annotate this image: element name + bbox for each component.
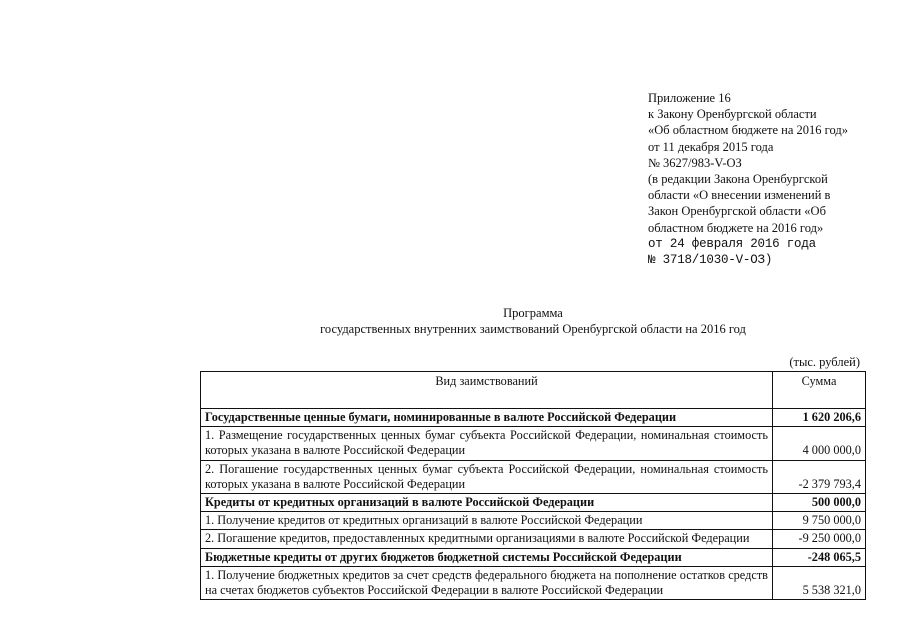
row-name: 2. Погашение государственных ценных бумаг субъекта Российской Федерации, номинальная стоимость которых указана в валюте Российской Федерации <box>201 460 773 493</box>
table-row <box>201 460 866 493</box>
amendment-date: от 24 февраля 2016 года <box>648 236 816 251</box>
row-name: Кредиты от кредитных организаций в валюте Российской Федерации <box>201 494 773 512</box>
row-amount: -248 065,5 <box>773 548 866 566</box>
annex-line: (в редакции Закона Оренбургской <box>648 172 828 187</box>
row-amount: 9 750 000,0 <box>773 512 866 530</box>
program-title <box>200 305 866 337</box>
table-row <box>201 512 866 530</box>
annex-line: Приложение 16 <box>648 91 731 105</box>
header-amount: Сумма <box>773 372 866 409</box>
annex-line: области «О внесении изменений в <box>648 188 831 203</box>
annex-line: областном бюджете на 2016 год» <box>648 220 824 235</box>
annex-line: к Закону Оренбургской области <box>648 107 817 122</box>
units-label: (тыс. рублей) <box>789 355 860 369</box>
row-name: 1. Размещение государственных ценных бумаг субъекта Российской Федерации, номинальная стоимость которых указана в валюте Российской Федерации <box>201 427 773 460</box>
row-amount: 500 000,0 <box>773 494 866 512</box>
row-name: 1. Получение бюджетных кредитов за счет средств федерального бюджета на пополнение остатков средств на счетах бюджетов субъектов Российской Федерации в валюте Российской Федерации <box>201 566 773 599</box>
section-row <box>201 494 866 512</box>
row-name: 2. Погашение кредитов, предоставленных кредитными организациями в валюте Российской Федерации <box>201 530 773 548</box>
annex-line: Закон Оренбургской области «Об <box>648 204 826 219</box>
section-row <box>201 409 866 427</box>
program-title-line2: государственных внутренних заимствований Оренбургской области на 2016 год <box>320 322 746 336</box>
annex-line: «Об областном бюджете на 2016 год» <box>648 123 848 138</box>
borrowings-table <box>200 371 866 600</box>
table-row <box>201 530 866 548</box>
annex-line: от 11 декабря 2015 года <box>648 139 774 154</box>
row-amount: -2 379 793,4 <box>773 460 866 493</box>
amendment-number: № 3718/1030-V-ОЗ) <box>648 253 773 268</box>
table-header-row <box>201 372 866 409</box>
row-amount: 5 538 321,0 <box>773 566 866 599</box>
annex-line: № 3627/983-V-ОЗ <box>648 155 742 170</box>
row-amount: -9 250 000,0 <box>773 530 866 548</box>
annex-header <box>648 90 888 268</box>
table-row <box>201 427 866 460</box>
program-title-line1: Программа <box>503 306 563 320</box>
row-name: Бюджетные кредиты от других бюджетов бюджетной системы Российской Федерации <box>201 548 773 566</box>
table-row <box>201 566 866 599</box>
row-name: Государственные ценные бумаги, номинированные в валюте Российской Федерации <box>201 409 773 427</box>
section-row <box>201 548 866 566</box>
row-name: 1. Получение кредитов от кредитных организаций в валюте Российской Федерации <box>201 512 773 530</box>
row-amount: 1 620 206,6 <box>773 409 866 427</box>
row-amount: 4 000 000,0 <box>773 427 866 460</box>
header-borrowing-type: Вид заимствований <box>201 372 773 409</box>
